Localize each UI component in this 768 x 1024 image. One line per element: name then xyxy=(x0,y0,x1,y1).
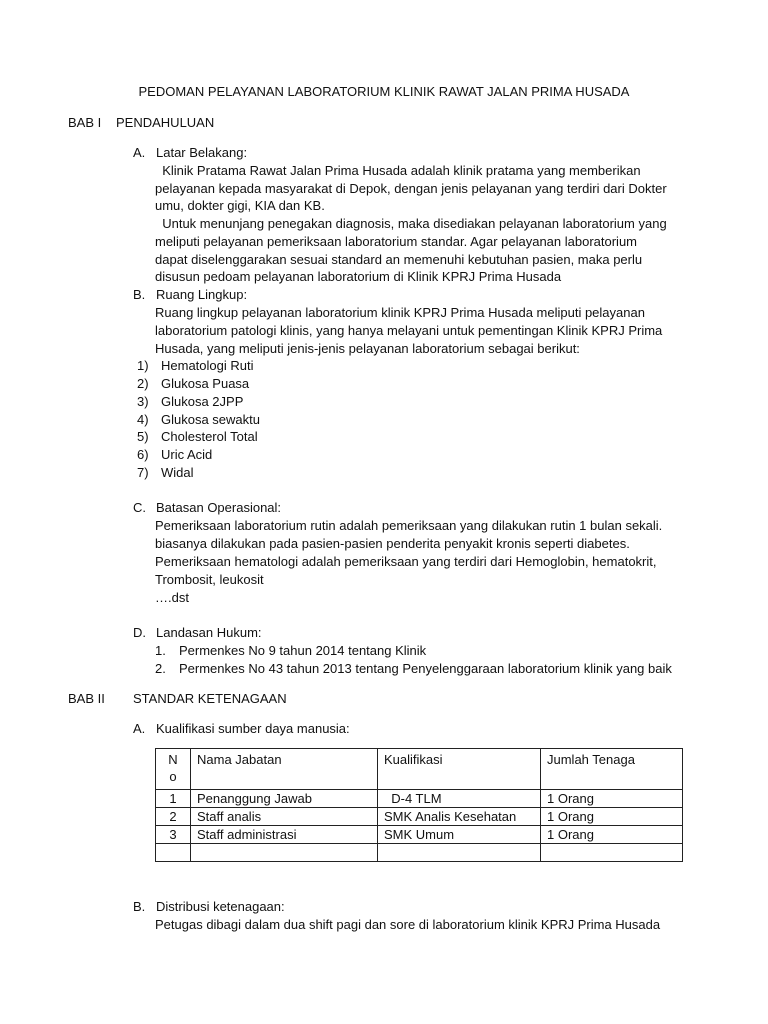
section-a-letter: A. xyxy=(133,145,146,160)
body-line: disusun pedoam pelayanan laboratorium di Klinik KPRJ Prima Husada xyxy=(155,269,562,284)
table-row xyxy=(156,826,683,844)
body-line: Ruang lingkup pelayanan laboratorium klinik KPRJ Prima Husada meliputi pelayanan xyxy=(155,305,645,320)
section-b-letter: B. xyxy=(133,899,146,914)
header-no-line-2: o xyxy=(169,769,177,784)
list-item-number: 3) xyxy=(137,394,149,409)
body-line: ….dst xyxy=(155,590,189,605)
list-item-number: 6) xyxy=(137,447,149,462)
list-item-number: 1) xyxy=(137,358,149,373)
table-cell: D-4 TLM xyxy=(378,790,541,808)
table-header-jumlah: Jumlah Tenaga xyxy=(541,749,683,790)
body-line: dapat diselenggarakan sesuai standard an memenuhi kebutuhan pasien, maka perlu xyxy=(155,252,643,267)
table-row-empty xyxy=(156,844,683,862)
section-a-letter: A. xyxy=(133,721,146,736)
list-item-number: 5) xyxy=(137,429,149,444)
table-cell-no: 2 xyxy=(156,808,191,826)
section-a-title: Kualifikasi sumber daya manusia: xyxy=(156,721,350,736)
section-c-letter: C. xyxy=(133,500,146,515)
chapter-1-label: BAB I xyxy=(68,115,102,130)
table-cell: 1 Orang xyxy=(541,826,683,844)
body-line: Untuk menunjang penegakan diagnosis, maka disediakan pelayanan laboratorium yang xyxy=(155,216,667,231)
body-line: umu, dokter gigi, KIA dan KB. xyxy=(155,198,325,213)
body-line: pelayanan kepada masyarakat di Depok, dengan jenis pelayanan yang terdiri dari Dokter xyxy=(155,181,667,196)
section-a-title: Latar Belakang: xyxy=(156,145,248,160)
table-header-kualifikasi: Kualifikasi xyxy=(378,749,541,790)
chapter-2-title: STANDAR KETENAGAAN xyxy=(133,691,287,706)
document-title: PEDOMAN PELAYANAN LABORATORIUM KLINIK RAWAT JALAN PRIMA HUSADA xyxy=(138,84,630,99)
list-item-number: 2. xyxy=(155,661,166,676)
body-line: Pemeriksaan hematologi adalah pemeriksaan yang terdiri dari Hemoglobin, hematokrit, xyxy=(155,554,657,569)
list-item-number: 2) xyxy=(137,376,149,391)
table-row xyxy=(156,790,683,808)
table-cell: Staff analis xyxy=(191,808,378,826)
list-item: Glukosa sewaktu xyxy=(161,412,260,427)
body-line: Klinik Pratama Rawat Jalan Prima Husada adalah klinik pratama yang memberikan xyxy=(155,163,641,178)
body-line: Pemeriksaan laboratorium rutin adalah pemeriksaan yang dilakukan rutin 1 bulan sekali. xyxy=(155,518,663,533)
list-item-number: 4) xyxy=(137,412,149,427)
table-cell: SMK Analis Kesehatan xyxy=(378,808,541,826)
body-line: biasanya dilakukan pada pasien-pasien penderita penyakit kronis seperti diabetes. xyxy=(155,536,630,551)
table-cell: Staff administrasi xyxy=(191,826,378,844)
list-item: Permenkes No 9 tahun 2014 tentang Klinik xyxy=(179,643,427,658)
section-d-letter: D. xyxy=(133,625,146,640)
list-item: Hematologi Ruti xyxy=(161,358,254,373)
table-row xyxy=(156,808,683,826)
table-cell-no: 1 xyxy=(156,790,191,808)
section-c-title: Batasan Operasional: xyxy=(156,500,282,515)
table-cell: SMK Umum xyxy=(378,826,541,844)
body-line: Petugas dibagi dalam dua shift pagi dan sore di laboratorium klinik KPRJ Prima Husada xyxy=(155,917,661,932)
body-line: meliputi pelayanan pemeriksaan laboratorium standar. Agar pelayanan laboratorium xyxy=(155,234,638,249)
section-b-title: Ruang Lingkup: xyxy=(156,287,248,302)
staff-qualification-table xyxy=(155,748,683,862)
table-cell: 1 Orang xyxy=(541,790,683,808)
list-item: Uric Acid xyxy=(161,447,213,462)
list-item: Glukosa 2JPP xyxy=(161,394,244,409)
list-item: Glukosa Puasa xyxy=(161,376,250,391)
section-d-title: Landasan Hukum: xyxy=(156,625,262,640)
table-cell xyxy=(378,844,541,862)
chapter-2-label: BAB II xyxy=(68,691,105,706)
chapter-1-title: PENDAHULUAN xyxy=(116,115,215,130)
table-cell-no: 3 xyxy=(156,826,191,844)
table-cell-no xyxy=(156,844,191,862)
list-item: Cholesterol Total xyxy=(161,429,258,444)
section-b-letter: B. xyxy=(133,287,146,302)
table-cell: Penanggung Jawab xyxy=(191,790,378,808)
body-line: Trombosit, leukosit xyxy=(155,572,264,587)
list-item: Permenkes No 43 tahun 2013 tentang Penyelenggaraan laboratorium klinik yang baik xyxy=(179,661,672,676)
table-header-no xyxy=(156,749,191,790)
list-item: Widal xyxy=(161,465,194,480)
table-cell: 1 Orang xyxy=(541,808,683,826)
section-b-title: Distribusi ketenagaan: xyxy=(156,899,285,914)
body-line: laboratorium patologi klinis, yang hanya melayani untuk pementingan Klinik KPRJ Prima xyxy=(155,323,663,338)
header-no-line-1: N xyxy=(168,752,178,767)
table-cell xyxy=(191,844,378,862)
list-item-number: 7) xyxy=(137,465,149,480)
table-header-jabatan: Nama Jabatan xyxy=(191,749,378,790)
table-cell xyxy=(541,844,683,862)
body-line: Husada, yang meliputi jenis-jenis pelayanan laboratorium sebagai berikut: xyxy=(155,341,580,356)
list-item-number: 1. xyxy=(155,643,166,658)
table-header-row xyxy=(156,749,683,790)
